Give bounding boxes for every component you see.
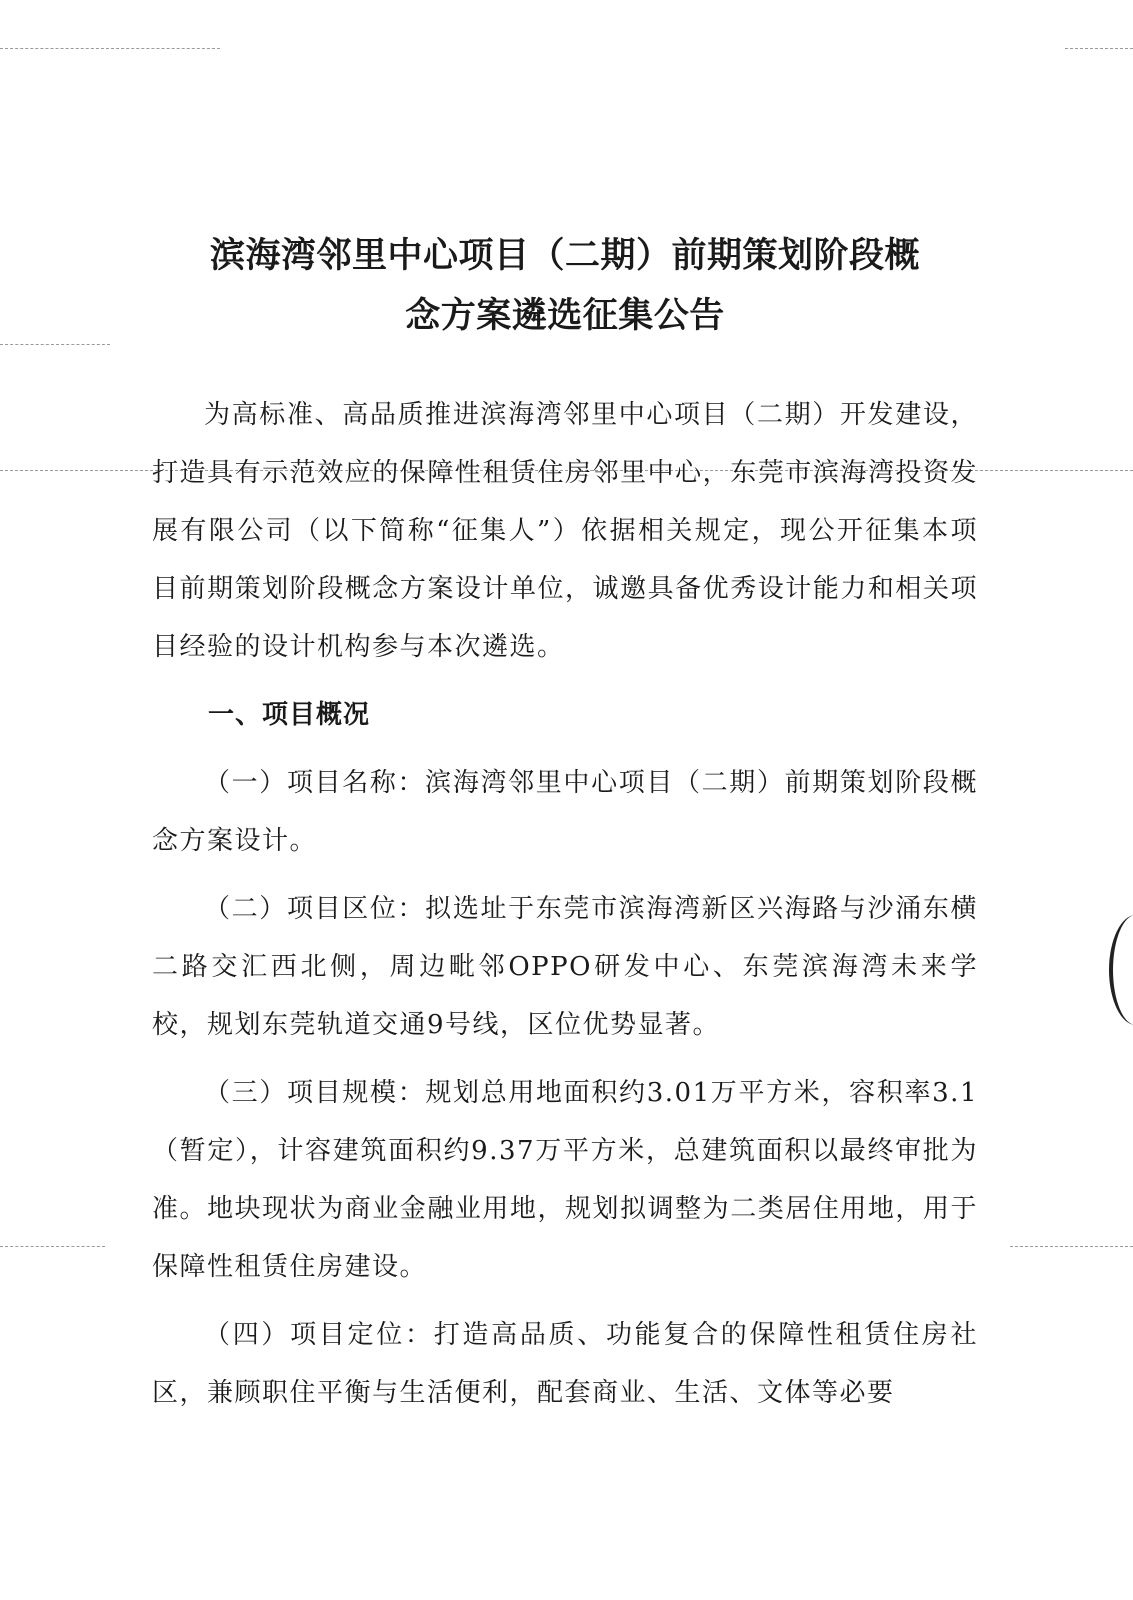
binding-hole-mark (1109, 915, 1133, 1025)
scan-artifact-line (0, 344, 110, 345)
scan-artifact-line (1065, 48, 1133, 49)
document-title (150, 226, 980, 346)
section-heading: 一、项目概况 (208, 700, 371, 730)
item-project-scale: （三）项目规模：规划总用地面积约3.01万平方米，容积率3.1（暂定），计容建筑面积约9.37万平方米，总建筑面积以最终审批为准。地块现状为商业金融业用地，规划拟调整为二类居住用地，用于保障性租赁住房建设。 (152, 1078, 978, 1282)
item-project-name: （一）项目名称：滨海湾邻里中心项目（二期）前期策划阶段概念方案设计。 (152, 768, 978, 856)
item-project-location: （二）项目区位：拟选址于东莞市滨海湾新区兴海路与沙涌东横二路交汇西北侧，周边毗邻OPPO研发中心、东莞滨海湾未来学校，规划东莞轨道交通9号线，区位优势显著。 (152, 894, 978, 1040)
intro-paragraph: 为高标准、高品质推进滨海湾邻里中心项目（二期）开发建设，打造具有示范效应的保障性租赁住房邻里中心，东莞市滨海湾投资发展有限公司（以下简称“征集人”）依据相关规定，现公开征集本项目前期策划阶段概念方案设计单位，诚邀具备优秀设计能力和相关项目经验的设计机构参与本次遴选。 (152, 400, 978, 662)
scan-artifact-line (0, 1246, 105, 1247)
item-project-positioning: （四）项目定位：打造高品质、功能复合的保障性租赁住房社区，兼顾职住平衡与生活便利，配套商业、生活、文体等必要 (152, 1320, 978, 1408)
title-line-1: 滨海湾邻里中心项目（二期）前期策划阶段概 (209, 236, 920, 276)
scan-artifact-line (0, 48, 220, 49)
scan-artifact-line (1010, 1246, 1133, 1247)
title-line-2: 念方案遴选征集公告 (405, 296, 725, 336)
document-body (152, 386, 978, 1432)
